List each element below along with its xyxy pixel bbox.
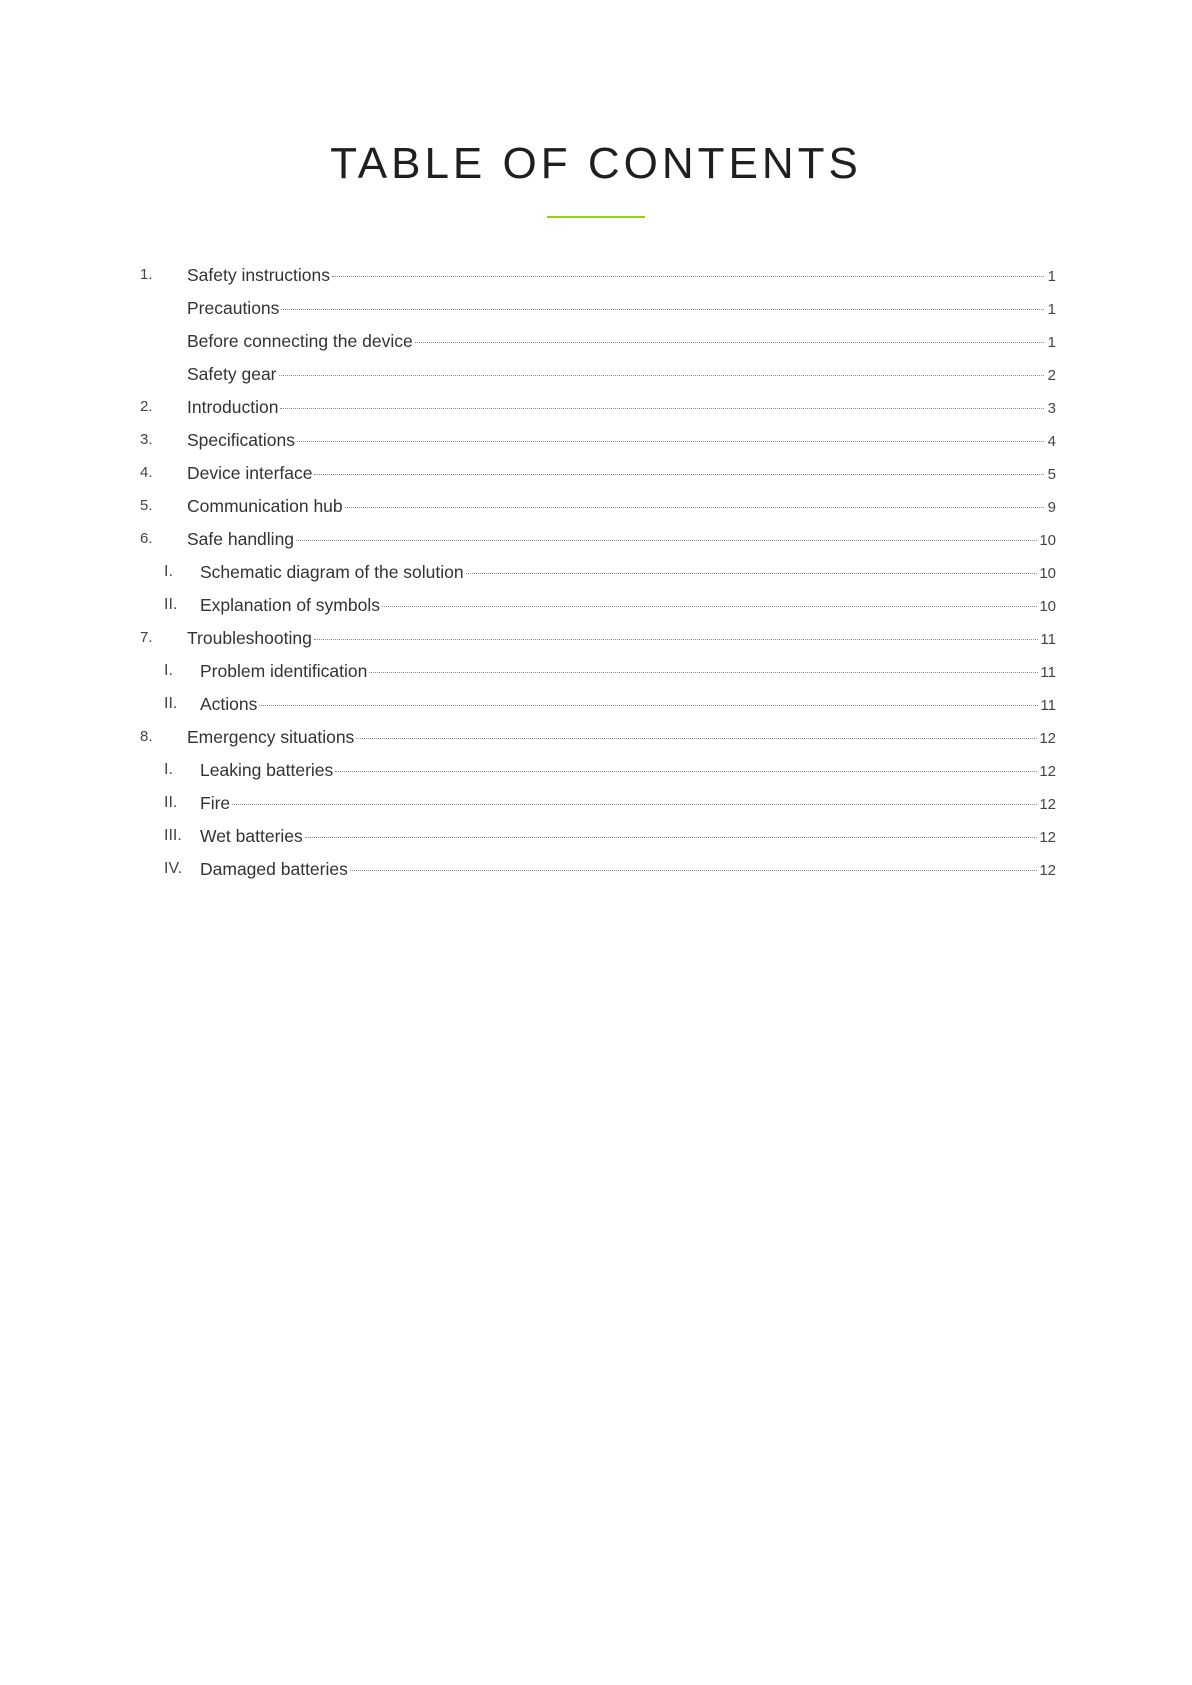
toc-entry[interactable] bbox=[140, 757, 1056, 790]
toc-list bbox=[140, 262, 1056, 889]
toc-entry-title[interactable]: Introduction bbox=[187, 397, 279, 417]
toc-entry[interactable] bbox=[140, 328, 1056, 361]
toc-entry[interactable] bbox=[140, 724, 1056, 757]
toc-entry-title[interactable]: Troubleshooting bbox=[187, 628, 312, 648]
toc-entry-title[interactable]: Device interface bbox=[187, 463, 313, 483]
toc-entry-title[interactable]: Leaking batteries bbox=[200, 760, 334, 780]
toc-entry-number: I. bbox=[164, 662, 173, 679]
toc-entry-number: 5. bbox=[140, 497, 153, 514]
toc-entry-number: II. bbox=[164, 695, 178, 712]
toc-entry[interactable] bbox=[140, 559, 1056, 592]
toc-dot-leader bbox=[345, 506, 1044, 508]
toc-entry-title[interactable]: Damaged batteries bbox=[200, 859, 348, 879]
toc-entry-title[interactable]: Actions bbox=[200, 694, 258, 714]
toc-dot-leader bbox=[297, 440, 1044, 442]
toc-entry-number: I. bbox=[164, 761, 173, 778]
toc-dot-leader bbox=[296, 539, 1037, 541]
toc-entry-title[interactable]: Wet batteries bbox=[200, 826, 303, 846]
toc-entry-page[interactable]: 10 bbox=[1039, 532, 1056, 549]
toc-entry[interactable] bbox=[140, 691, 1056, 724]
toc-entry-title[interactable]: Fire bbox=[200, 793, 231, 813]
toc-entry-number: II. bbox=[164, 596, 178, 613]
toc-dot-leader bbox=[335, 770, 1037, 772]
toc-entry[interactable] bbox=[140, 493, 1056, 526]
toc-entry-title[interactable]: Before connecting the device bbox=[187, 331, 413, 351]
toc-entry-page[interactable]: 9 bbox=[1047, 499, 1056, 516]
toc-entry-page[interactable]: 5 bbox=[1047, 466, 1056, 483]
toc-dot-leader bbox=[369, 671, 1038, 673]
toc-entry[interactable] bbox=[140, 262, 1056, 295]
toc-dot-leader bbox=[232, 803, 1037, 805]
toc-entry-page[interactable]: 3 bbox=[1047, 400, 1056, 417]
toc-dot-leader bbox=[382, 605, 1037, 607]
toc-entry-title[interactable]: Specifications bbox=[187, 430, 295, 450]
toc-entry-page[interactable]: 11 bbox=[1040, 631, 1056, 648]
toc-entry-page[interactable]: 1 bbox=[1047, 334, 1056, 351]
toc-entry-page[interactable]: 11 bbox=[1040, 697, 1056, 714]
toc-entry-title[interactable]: Schematic diagram of the solution bbox=[200, 562, 464, 582]
toc-entry-page[interactable]: 1 bbox=[1047, 268, 1056, 285]
toc-entry-number: 6. bbox=[140, 530, 153, 547]
toc-entry-number: III. bbox=[164, 827, 182, 844]
toc-dot-leader bbox=[279, 374, 1045, 376]
toc-entry-number: 3. bbox=[140, 431, 153, 448]
title-accent-rule bbox=[547, 216, 645, 218]
toc-entry[interactable] bbox=[140, 856, 1056, 889]
toc-entry-page[interactable]: 2 bbox=[1047, 367, 1056, 384]
toc-entry-number: IV. bbox=[164, 860, 183, 877]
toc-entry[interactable] bbox=[140, 625, 1056, 658]
page-title: TABLE OF CONTENTS bbox=[330, 139, 862, 188]
toc-dot-leader bbox=[356, 737, 1037, 739]
toc-entry[interactable] bbox=[140, 658, 1056, 691]
toc-entry-title[interactable]: Emergency situations bbox=[187, 727, 355, 747]
toc-entry[interactable] bbox=[140, 460, 1056, 493]
toc-entry[interactable] bbox=[140, 427, 1056, 460]
toc-entry-number: 1. bbox=[140, 266, 153, 283]
toc-entry-number: 7. bbox=[140, 629, 153, 646]
toc-entry-page[interactable]: 11 bbox=[1040, 664, 1056, 681]
toc-dot-leader bbox=[281, 308, 1044, 310]
toc-dot-leader bbox=[466, 572, 1038, 574]
toc-entry-page[interactable]: 10 bbox=[1039, 565, 1056, 582]
toc-dot-leader bbox=[332, 275, 1044, 277]
toc-dot-leader bbox=[305, 836, 1038, 838]
toc-entry-title[interactable]: Safety instructions bbox=[187, 265, 330, 285]
toc-entry[interactable] bbox=[140, 394, 1056, 427]
toc-dot-leader bbox=[350, 869, 1037, 871]
toc-entry-title[interactable]: Precautions bbox=[187, 298, 280, 318]
toc-entry-page[interactable]: 10 bbox=[1039, 598, 1056, 615]
toc-entry-number: 2. bbox=[140, 398, 153, 415]
toc-entry[interactable] bbox=[140, 823, 1056, 856]
toc-entry-title[interactable]: Problem identification bbox=[200, 661, 368, 681]
toc-entry-page[interactable]: 12 bbox=[1039, 796, 1056, 813]
toc-dot-leader bbox=[415, 341, 1044, 343]
toc-entry-number: 4. bbox=[140, 464, 153, 481]
toc-entry-title[interactable]: Safe handling bbox=[187, 529, 295, 549]
toc-dot-leader bbox=[314, 473, 1044, 475]
toc-entry[interactable] bbox=[140, 361, 1056, 394]
toc-entry-page[interactable]: 12 bbox=[1039, 829, 1056, 846]
toc-dot-leader bbox=[259, 704, 1038, 706]
toc-entry-title[interactable]: Safety gear bbox=[187, 364, 277, 384]
toc-entry[interactable] bbox=[140, 295, 1056, 328]
toc-entry-page[interactable]: 1 bbox=[1047, 301, 1056, 318]
toc-entry-page[interactable]: 12 bbox=[1039, 730, 1056, 747]
toc-entry-number: I. bbox=[164, 563, 173, 580]
toc-dot-leader bbox=[280, 407, 1044, 409]
toc-entry-page[interactable]: 12 bbox=[1039, 763, 1056, 780]
toc-entry[interactable] bbox=[140, 526, 1056, 559]
toc-dot-leader bbox=[314, 638, 1039, 640]
toc-entry-page[interactable]: 4 bbox=[1047, 433, 1056, 450]
toc-entry-title[interactable]: Explanation of symbols bbox=[200, 595, 380, 615]
toc-entry-number: II. bbox=[164, 794, 178, 811]
toc-entry-number: 8. bbox=[140, 728, 153, 745]
toc-entry-page[interactable]: 12 bbox=[1039, 862, 1056, 879]
toc-entry-title[interactable]: Communication hub bbox=[187, 496, 343, 516]
toc-entry[interactable] bbox=[140, 790, 1056, 823]
toc-entry[interactable] bbox=[140, 592, 1056, 625]
